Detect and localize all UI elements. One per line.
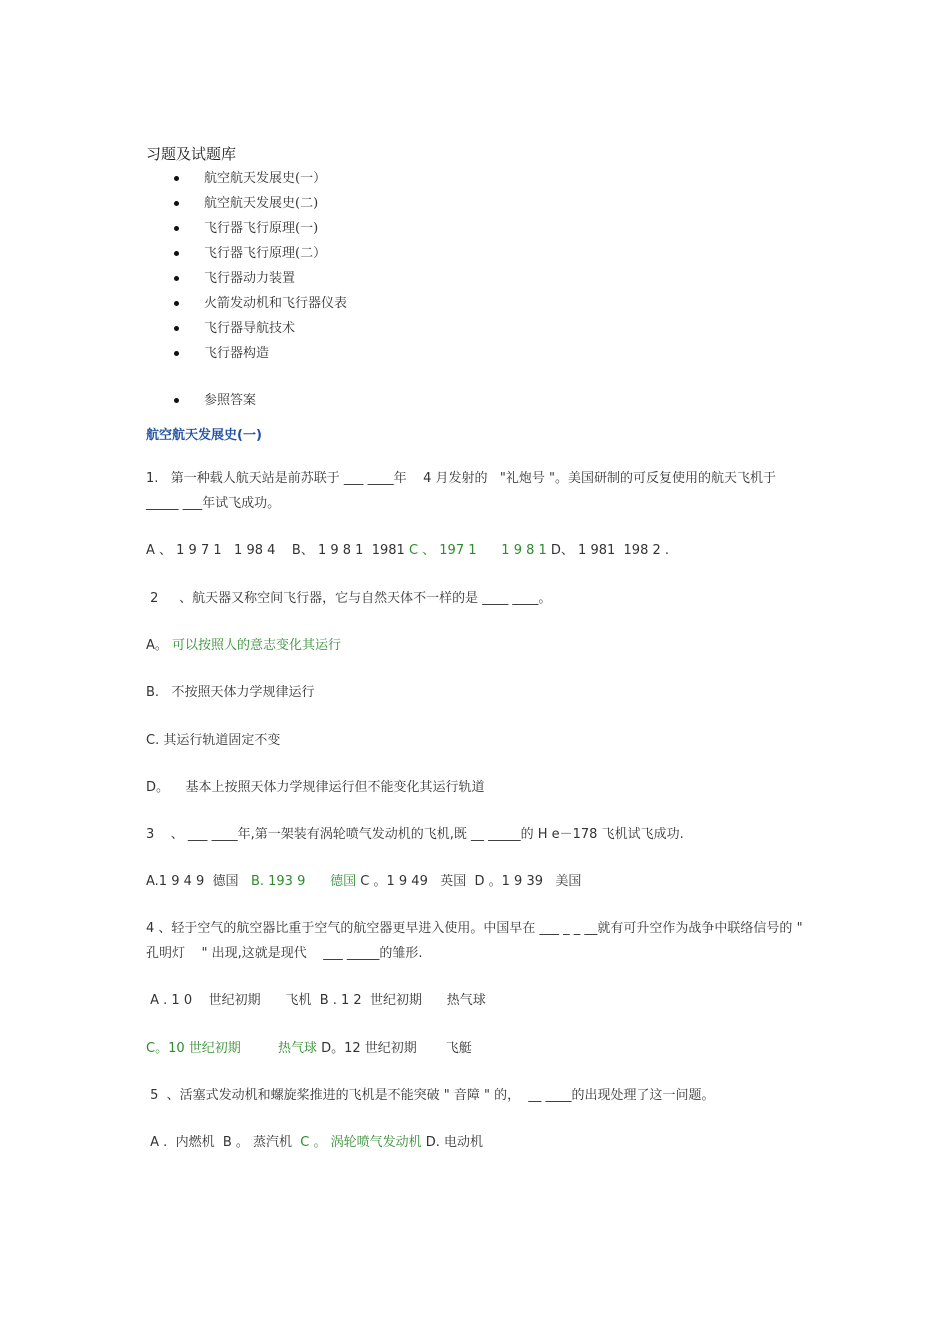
question-2-option-d: D。 基本上按照天体力学规律运行但不能变化其运行轨道 <box>146 780 485 795</box>
toc-item[interactable]: 飞行器飞行原理(一) <box>146 220 347 245</box>
question-2-option-c: C. 其运行轨道固定不变 <box>146 733 281 748</box>
question-1-text: 1. 第一种载人航天站是前苏联于 ___ ____年 4 月发射的 "礼炮号 "。美国研制的可反复使用的航天飞机于 _____ ___年试飞成功。 <box>146 471 781 511</box>
document-title: 习题及试题库 <box>146 145 237 163</box>
toc-item[interactable]: 飞行器导航技术 <box>146 320 347 345</box>
toc-item-answers[interactable]: 参照答案 <box>146 392 347 417</box>
bullet-icon <box>174 226 179 231</box>
bullet-icon <box>174 251 179 256</box>
section-title: 航空航天发展史(一) <box>146 428 262 443</box>
bullet-icon <box>174 301 179 306</box>
question-4-text: 4 、轻于空气的航空器比重于空气的航空器更早进入使用。中国早在 ___ _ _ __就有可升空作为战争中联络信号的 " 孔明灯 " 出现,这就是现代 ___ _____的雏形. <box>146 921 807 961</box>
bullet-icon <box>174 398 179 403</box>
table-of-contents <box>146 170 347 417</box>
correct-answer: C 、 197 1 1 9 8 1 <box>408 543 547 558</box>
question-4-options-ab: A . 1 0 世纪初期 飞机 B . 1 2 世纪初期 热气球 <box>146 993 486 1008</box>
correct-answer: 可以按照人的意志变化其运行 <box>172 638 342 653</box>
bullet-icon <box>174 326 179 331</box>
toc-item[interactable]: 航空航天发展史(二) <box>146 195 347 220</box>
question-2-option-b: B. 不按照天体力学规律运行 <box>146 685 315 700</box>
question-2-text: 2 、航天器又称空间飞行器，它与自然天体不一样的是 ____ ____。 <box>146 591 552 606</box>
question-2-option-a: A。 可以按照人的意志变化其运行 <box>146 638 342 653</box>
toc-item[interactable]: 飞行器动力装置 <box>146 270 347 295</box>
bullet-icon <box>174 276 179 281</box>
question-3-options: A.1 9 4 9 德国 B. 193 9 德国 C 。1 9 49 英国 D 。1 9 39 美国 <box>146 874 582 889</box>
bullet-icon <box>174 176 179 181</box>
correct-answer: C 。 涡轮喷气发动机 <box>300 1135 422 1150</box>
toc-item[interactable]: 飞行器构造 <box>146 345 347 370</box>
toc-item[interactable]: 飞行器飞行原理(二） <box>146 245 347 270</box>
question-5-text: 5 、活塞式发动机和螺旋桨推进的飞机是不能突破 " 音障 " 的， __ ____的出现处理了这一问题。 <box>146 1088 715 1103</box>
question-5-options: A . 内燃机 B 。 蒸汽机 C 。 涡轮喷气发动机 D. 电动机 <box>146 1135 484 1150</box>
question-3-text: 3 、 ___ ____年,第一架装有涡轮喷气发动机的飞机,既 __ _____的 H e－178 飞机试飞成功. <box>146 827 684 842</box>
correct-answer: B. 193 9 德国 <box>250 874 357 889</box>
bullet-icon <box>174 201 179 206</box>
toc-item[interactable]: 火箭发动机和飞行器仪表 <box>146 295 347 320</box>
question-1-options: A 、 1 9 7 1 1 98 4 B、 1 9 8 1 1981 C 、 197 1 1 9 8 1 D、 1 981 198 2 . <box>146 543 670 558</box>
correct-answer: C。10 世纪初期 热气球 <box>146 1041 317 1056</box>
toc-item[interactable]: 航空航天发展史(一） <box>146 170 347 195</box>
question-4-options-cd: C。10 世纪初期 热气球 D。12 世纪初期 飞艇 <box>146 1041 472 1056</box>
bullet-icon <box>174 351 179 356</box>
